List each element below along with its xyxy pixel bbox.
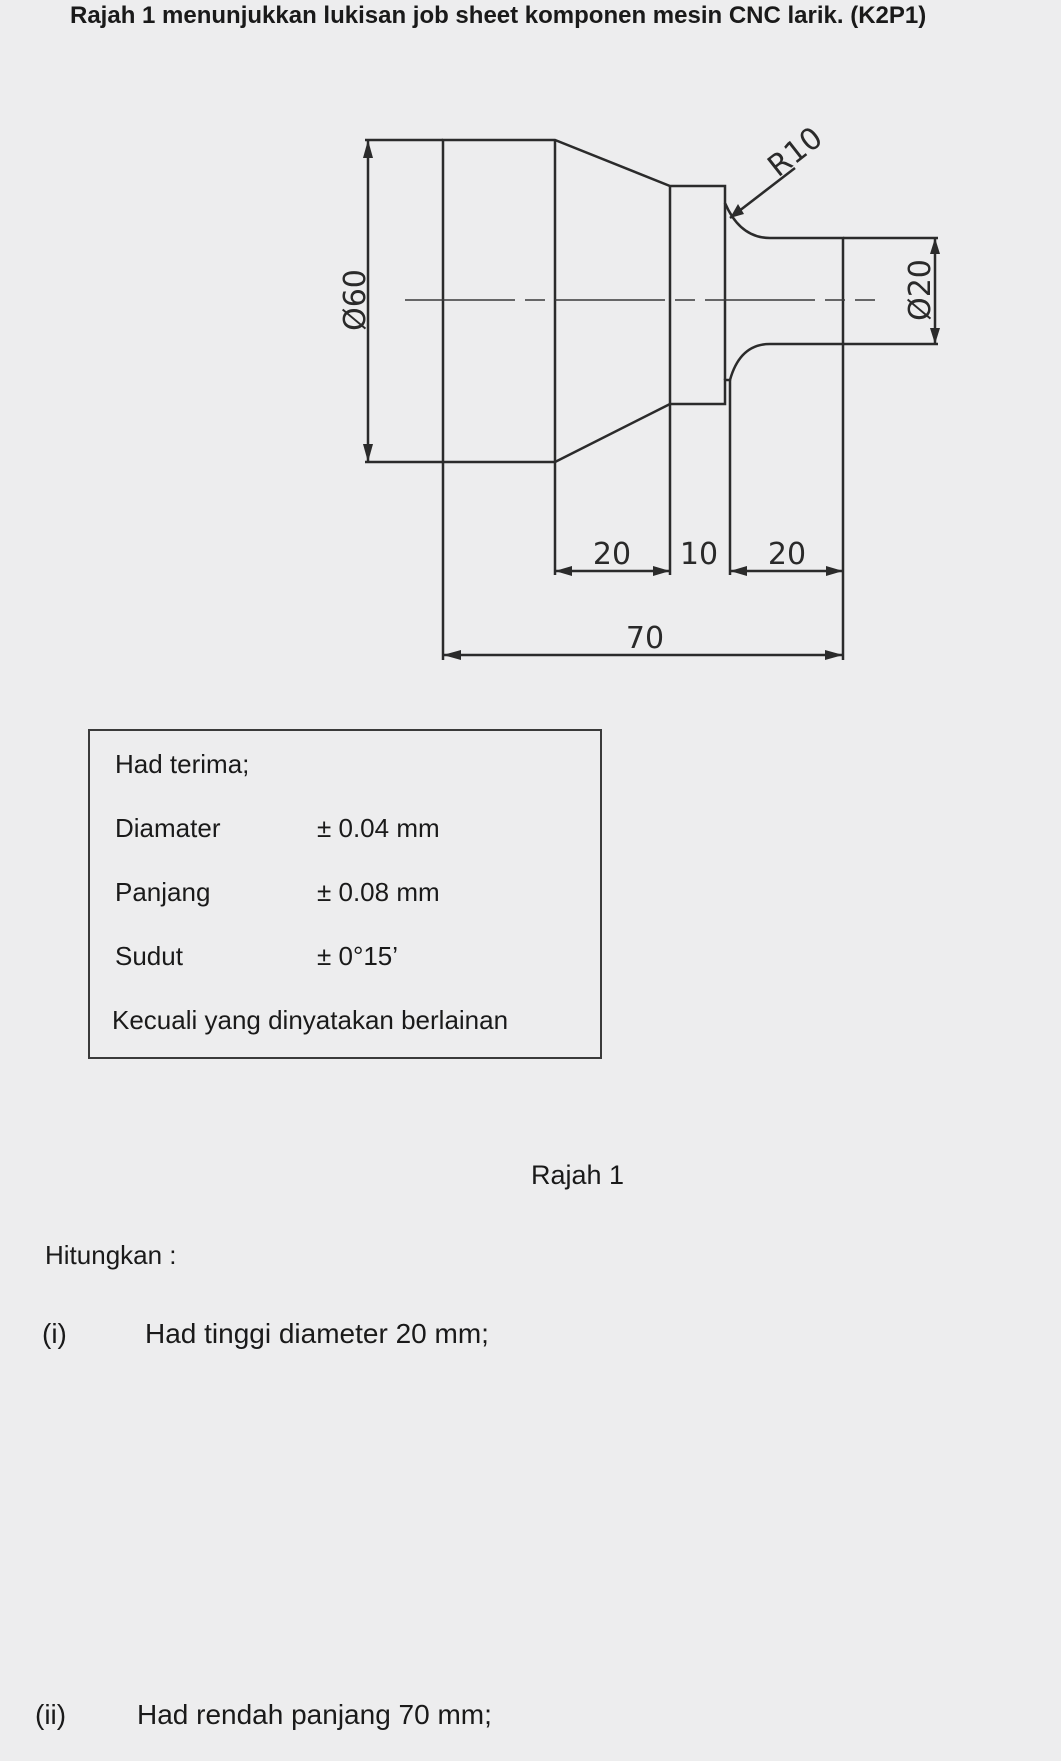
arrow xyxy=(363,140,373,158)
question-text: Had rendah panjang 70 mm; xyxy=(137,1699,492,1730)
tolerance-value: ± 0.04 mm xyxy=(317,813,440,843)
tolerance-label: Sudut xyxy=(115,941,183,971)
tolerance-box xyxy=(88,729,602,1059)
dim-dia20-label: Ø20 xyxy=(903,259,938,321)
arrow xyxy=(555,566,572,576)
dim-length-b-label: 10 xyxy=(679,537,719,572)
arrow xyxy=(930,328,940,344)
part-outline xyxy=(443,140,843,462)
question-number: (ii) xyxy=(35,1699,67,1730)
tolerance-value: ± 0°15’ xyxy=(317,941,399,971)
arrow xyxy=(730,566,747,576)
arrow xyxy=(653,566,670,576)
figure-caption: Rajah 1 xyxy=(531,1160,625,1190)
arrow xyxy=(730,204,744,218)
tolerance-label: Panjang xyxy=(115,877,211,907)
dim-dia60-label: Ø60 xyxy=(338,269,373,331)
dim-radius-label: R10 xyxy=(761,120,830,185)
dim-length-c-label: 20 xyxy=(767,537,807,572)
arrow xyxy=(443,650,461,660)
instruction-text: Hitungkan : xyxy=(45,1240,177,1270)
dim-total-label: 70 xyxy=(625,621,665,656)
page-title: Rajah 1 menunjukkan lukisan job sheet komponen mesin CNC larik. (K2P1) xyxy=(70,2,927,29)
tolerance-footer: Kecuali yang dinyatakan berlainan xyxy=(112,1005,509,1035)
question-text: Had tinggi diameter 20 mm; xyxy=(145,1318,489,1349)
technical-drawing xyxy=(0,0,1061,700)
tolerance-label: Diamater xyxy=(115,813,221,843)
dim-length-a-label: 20 xyxy=(592,537,632,572)
arrow xyxy=(363,444,373,462)
tolerance-heading: Had terima; xyxy=(115,749,250,779)
arrow xyxy=(930,238,940,254)
arrow xyxy=(826,566,843,576)
tolerance-value: ± 0.08 mm xyxy=(317,877,440,907)
question-number: (i) xyxy=(42,1318,67,1349)
arrow xyxy=(825,650,843,660)
